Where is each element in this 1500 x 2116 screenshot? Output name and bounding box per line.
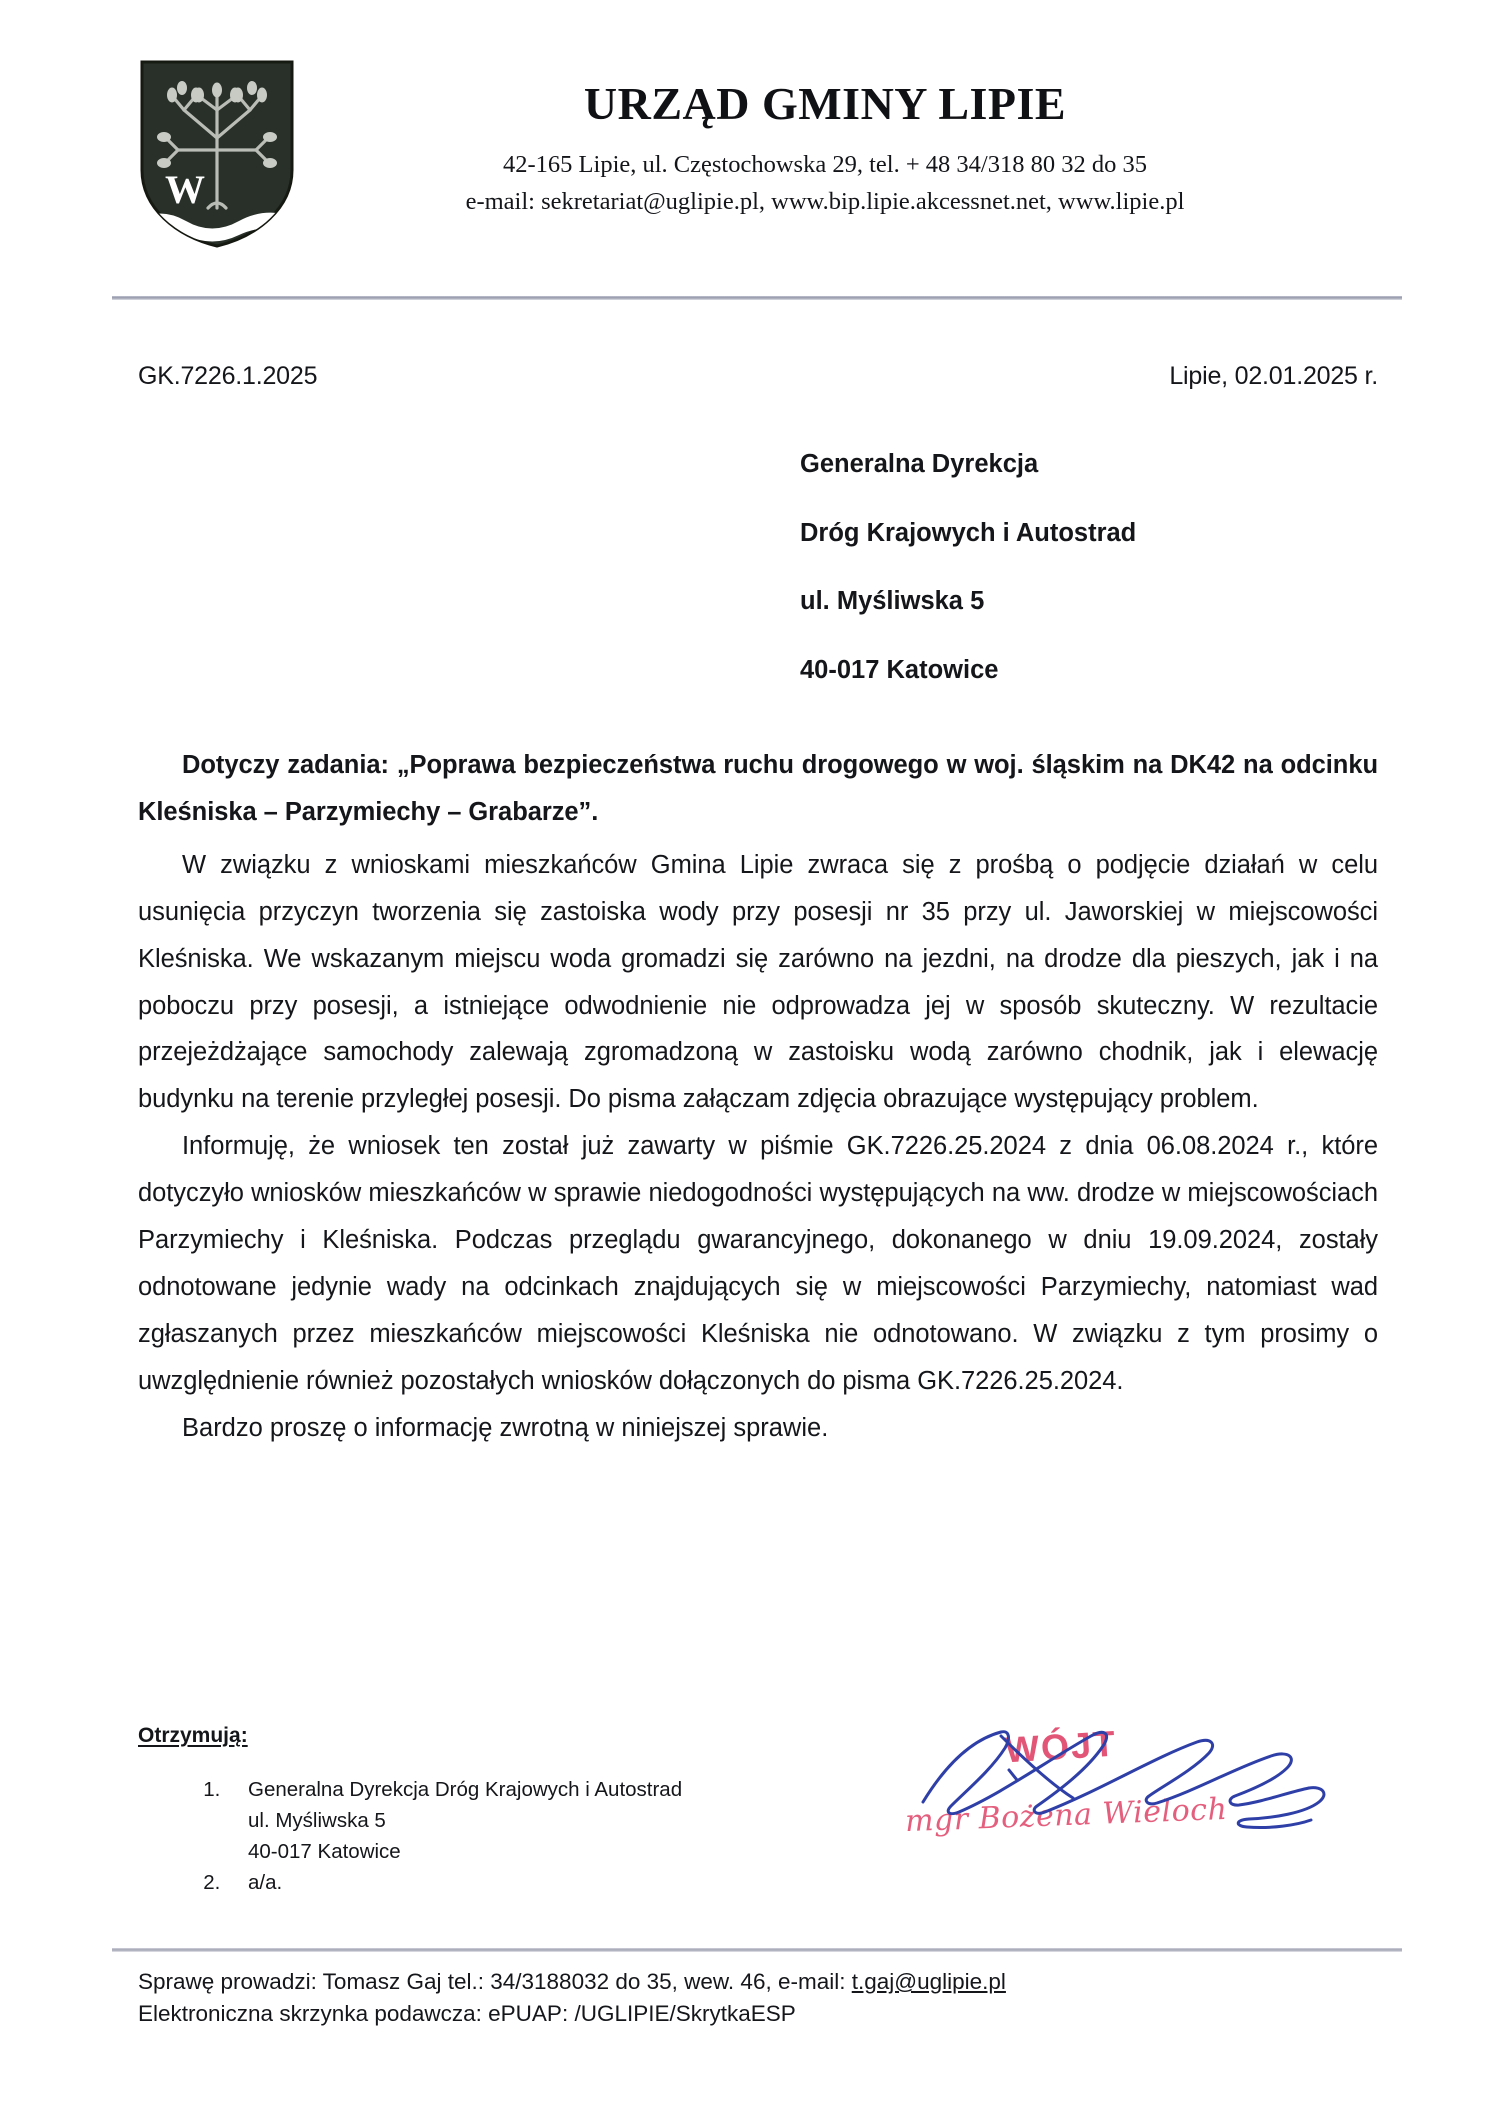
recipients-title: Otrzymują:	[138, 1724, 248, 1747]
addressee-line-1: Generalna Dyrekcja	[800, 450, 1039, 478]
letterhead-contact: e-mail: sekretariat@uglipie.pl, www.bip.lipie.akcessnet.net, www.lipie.pl	[465, 188, 1185, 216]
addressee-line-2: Dróg Krajowych i Autostrad	[800, 518, 1137, 547]
letter-body	[138, 742, 1378, 1452]
organization-block	[300, 50, 1350, 219]
addressee-line-3: ul. Myśliwska 5	[800, 587, 985, 615]
stamp-title: WÓJT	[1003, 1722, 1119, 1771]
letterhead-address: 42-165 Lipie, ul. Częstochowska 29, tel. + 48 34/318 80 32 do 35	[503, 150, 1147, 178]
coat-of-arms-icon	[138, 58, 296, 250]
footer-block	[138, 1966, 1378, 2030]
footer-divider	[112, 1948, 1402, 1952]
addressee-line-4: 40-017 Katowice	[800, 655, 999, 684]
place-and-date: Lipie, 02.01.2025 r.	[1169, 362, 1378, 390]
footer-email-link[interactable]: t.gaj@uglipie.pl	[851, 1969, 1006, 1994]
recipient-name: Generalna Dyrekcja Dróg Krajowych i Autostrad	[248, 1778, 683, 1801]
footer-contact-line	[138, 1966, 1378, 1998]
handwritten-signature-icon	[905, 1706, 1335, 1886]
organization-title: URZĄD GMINY LIPIE	[583, 78, 1067, 129]
subject-line: Dotyczy zadania: „Poprawa bezpieczeństwa ruchu drogowego w woj. śląskim na DK42 na odcinku Kleśniska – Parzymiechy – Grabarze”.	[138, 751, 1378, 826]
closing-request: Bardzo proszę o informację zwrotną w niniejszej sprawie.	[182, 1413, 829, 1442]
letterhead	[0, 50, 1500, 250]
reference-row	[138, 362, 1378, 391]
recipients-block	[138, 1724, 858, 1899]
addressee-block	[800, 452, 1360, 683]
list-item	[226, 1867, 858, 1898]
signature-block	[905, 1706, 1335, 1886]
footer-epuap-line: Elektroniczna skrzynka podawcza: ePUAP: /UGLIPIE/SkrytkaESP	[138, 2000, 796, 2026]
recipient-name: a/a.	[248, 1871, 283, 1895]
body-paragraph-2: Informuję, że wniosek ten został już zawarty w piśmie GK.7226.25.2024 z dnia 06.08.2024 r., które dotyczyło wniosków mieszkańców w sprawie niedogodności występujących na ww. drodze w miejscowościach Parzymiechy i Kleśniska. Podczas przeglądu gwarancyjnego, dokonanego w dniu 19.09.2024, zostały odnotowane jedynie wady na odcinkach znajdujących się w miejscowości Parzymiechy, natomiast wad zgłaszanych przez mieszkańców miejscowości Kleśniska nie odnotowano. W związku z tym prosimy o uwzględnienie również pozostałych wniosków dołączonych do pisma GK.7226.25.2024.	[138, 1132, 1378, 1395]
svg-text:W: W	[165, 167, 205, 212]
list-item	[226, 1774, 858, 1867]
stamp-signatory-name: mgr Bożena Wieloch	[904, 1791, 1228, 1840]
footer-contact-text: Sprawę prowadzi: Tomasz Gaj tel.: 34/3188032 do 35, wew. 46, e-mail:	[138, 1969, 852, 1994]
header-divider	[112, 296, 1402, 300]
case-number: GK.7226.1.2025	[138, 362, 318, 390]
recipient-city: 40-017 Katowice	[248, 1840, 401, 1864]
recipients-list	[138, 1774, 858, 1899]
recipient-street: ul. Myśliwska 5	[248, 1809, 386, 1833]
body-paragraph-1: W związku z wnioskami mieszkańców Gmina Lipie zwraca się z prośbą o podjęcie działań w celu usunięcia przyczyn tworzenia się zastoiska wody przy posesji nr 35 przy ul. Jaworskiej w miejscowości Kleśniska. We wskazanym miejscu woda gromadzi się zarówno na jezdni, na drodze dla pieszych, jak i na poboczu przy posesji, a istniejące odwodnienie nie odprowadza jej w sposób skuteczny. W rezultacie przejeżdżające samochody zalewają zgromadzoną w zastoisku wodą zarówno chodnik, jak i elewację budynku na terenie przyległej posesji. Do pisma załączam zdjęcia obrazujące występujący problem.	[138, 850, 1378, 1114]
